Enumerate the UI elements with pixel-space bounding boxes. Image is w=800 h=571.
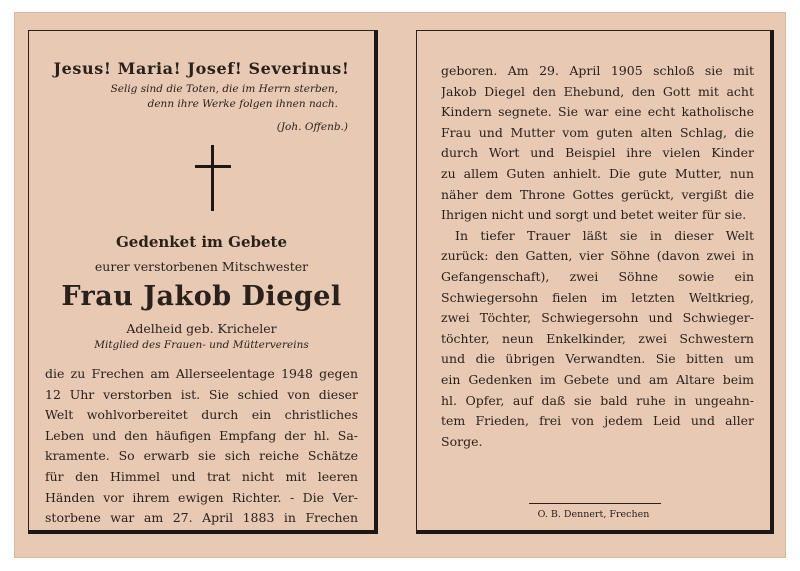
text-line: durch Wort und Beispiel ihre vielen Kinder (441, 145, 754, 161)
text-line: Sorge. (441, 433, 483, 449)
printer-credit: O. B. Dennert, Frechen (537, 509, 650, 520)
text-line: geboren. Am 29. April 1905 schloß sie mit (441, 63, 754, 78)
text-line: 12 Uhr verstorben ist. Sie schied von dieser (45, 386, 358, 402)
text-line: storbene war am 27. April 1883 in Frechen (45, 510, 358, 526)
text-line: kramente. So erwarb sie sich reiche Schätze (45, 448, 358, 464)
text-line: ein Gedenken im Gebete und am Altare beim (441, 371, 754, 387)
printer-divider (529, 503, 661, 504)
left-panel (28, 30, 378, 534)
text-line: In tiefer Trauer läßt sie in dieser Welt (455, 227, 754, 243)
text-line: und die übrigen Verwandten. Sie bitten um (441, 351, 754, 367)
text-line: Frau und Mutter vom guten alten Schlag, die (441, 124, 754, 140)
cross-icon (195, 145, 231, 211)
text-line: näher dem Throne Gottes gerückt, vergißt die (441, 186, 754, 202)
scripture-citation: (Joh. Offenb.) (276, 121, 348, 133)
text-line: Ihrigen nicht und sorgt und betet weiter für sie. (441, 207, 747, 223)
text-line: Kindern segnete. Sie war eine echt katholische (441, 104, 754, 120)
text-line: Schwiegersohn fielen im letzten Weltkrieg, (441, 289, 754, 305)
text-line: töchter, neun Enkelkinder, zwei Schwestern (441, 330, 754, 346)
text-line: zu allem Guten anhielt. Die gute Mutter, nun (441, 165, 754, 181)
text-line: für den Himmel und trat nicht mit leeren (45, 468, 358, 484)
deceased-name: Frau Jakob Diegel (61, 281, 342, 312)
left-body-text (45, 364, 358, 529)
text-line: Gefangenschaft), zwei Söhne sowie ein (441, 268, 754, 284)
text-line: Leben und den häufigen Empfang der hl. Sa- (45, 427, 358, 443)
right-body-text (441, 61, 754, 452)
sister-line: eurer verstorbenen Mitschwester (94, 259, 309, 274)
remember-heading: Gedenket im Gebete (115, 233, 288, 251)
text-line: die zu Frechen am Allerseelentage 1948 gegen (45, 366, 358, 381)
text-line: Händen vor ihrem ewigen Richter. - Die Ver- (45, 489, 358, 505)
birth-name: Adelheid geb. Kricheler (126, 321, 277, 336)
text-line: Jakob Diegel den Ehebund, den Gott mit acht (441, 83, 754, 99)
text-line: Welt wohlvorbereitet durch ein christliches (45, 407, 358, 423)
text-line: zurück: den Gatten, vier Söhne (davon zwei in (441, 248, 754, 264)
beatitude-line-2: denn ihre Werke folgen ihnen nach. (147, 98, 338, 110)
text-line: hl. Opfer, auf daß sie bald ruhe in ungeahn- (441, 392, 754, 408)
right-panel (416, 30, 774, 534)
membership-line: Mitglied des Frauen- und Müttervereins (94, 339, 309, 351)
text-line: tem Frieden, frei von jedem Leid und aller (441, 413, 754, 429)
text-line: zwei Töchter, Schwiegersohn und Schwieger- (441, 310, 754, 326)
memorial-card (14, 12, 786, 558)
beatitude-line-1: Selig sind die Toten, die im Herrn sterben, (110, 83, 338, 95)
invocation-heading: Jesus! Maria! Josef! Severinus! (53, 59, 350, 78)
